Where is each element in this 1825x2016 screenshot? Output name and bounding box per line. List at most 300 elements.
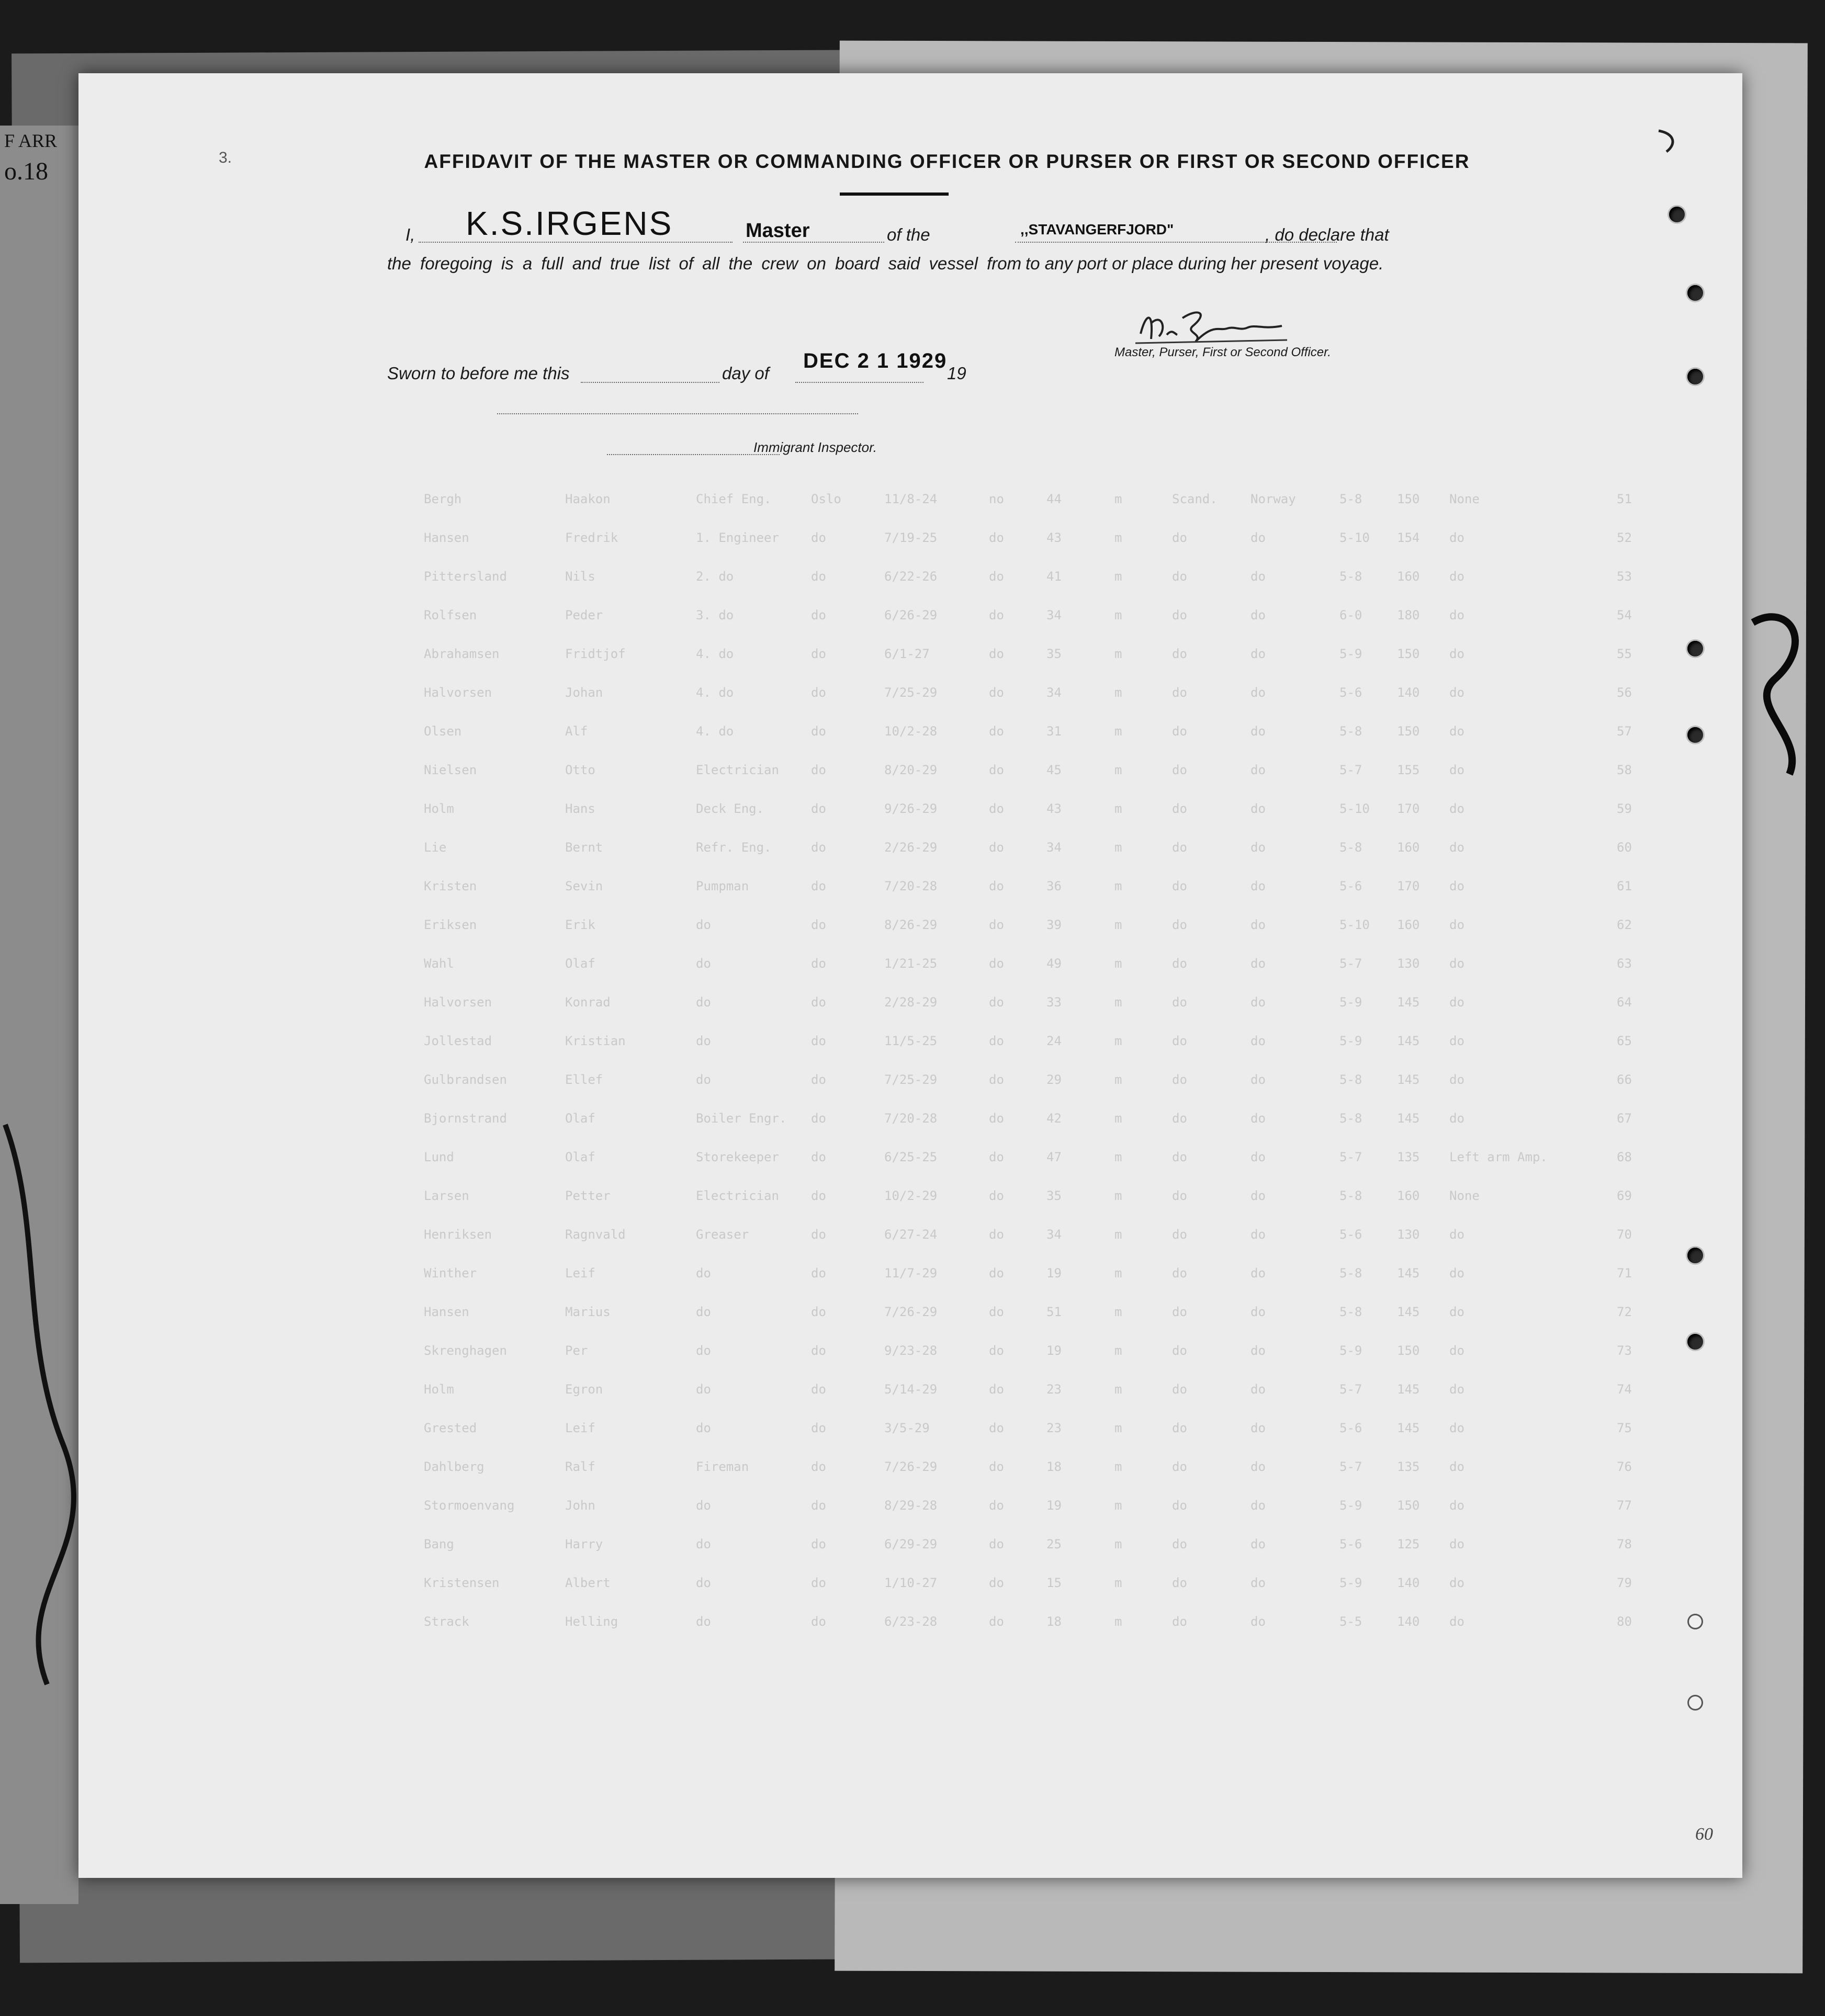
bleed-through-cell: 5-8 <box>1339 1188 1362 1203</box>
bleed-through-cell: do <box>1449 1537 1464 1551</box>
bleed-through-cell: 65 <box>1617 1034 1632 1048</box>
bleed-through-cell: 35 <box>1046 647 1062 661</box>
bleed-through-cell: do <box>1251 1614 1266 1629</box>
bleed-through-cell: 7/19-25 <box>884 530 938 545</box>
bleed-through-cell: 5-10 <box>1339 801 1370 816</box>
bleed-through-cell: 41 <box>1046 569 1062 584</box>
bleed-through-cell: do <box>989 1266 1004 1281</box>
bleed-through-cell: do <box>1251 530 1266 545</box>
inspector-signature-line <box>497 413 858 414</box>
bleed-through-cell: 6/27-24 <box>884 1227 938 1242</box>
bleed-through-cell: 140 <box>1397 685 1420 700</box>
bleed-through-row <box>152 956 1721 977</box>
bleed-through-cell: do <box>1172 1421 1187 1435</box>
bleed-through-cell: do <box>1449 1072 1464 1087</box>
corner-ink-mark <box>1648 120 1690 162</box>
bleed-through-cell: do <box>1172 1343 1187 1358</box>
bleed-through-cell: Eriksen <box>424 918 477 932</box>
left-page-scrap <box>0 126 78 1904</box>
bleed-through-cell: m <box>1114 840 1122 855</box>
bleed-through-cell: do <box>1172 608 1187 622</box>
bleed-through-cell: do <box>811 1034 826 1048</box>
bleed-through-cell: 5-6 <box>1339 1537 1362 1551</box>
bleed-through-cell: 60 <box>1617 840 1632 855</box>
bleed-through-cell: m <box>1114 1576 1122 1590</box>
bleed-through-cell: 5-9 <box>1339 1498 1362 1513</box>
inspector-caption: Immigrant Inspector. <box>753 439 877 455</box>
bleed-through-row <box>152 1459 1721 1480</box>
bleed-through-cell: 5-7 <box>1339 1459 1362 1474</box>
bleed-through-cell: Peder <box>565 608 603 622</box>
corner-mark: 60 <box>1695 1825 1713 1844</box>
bleed-through-cell: do <box>1251 608 1266 622</box>
bleed-through-cell: do <box>1449 1111 1464 1126</box>
bleed-through-cell: Winther <box>424 1266 477 1281</box>
bleed-through-cell: Gulbrandsen <box>424 1072 507 1087</box>
bleed-through-cell: do <box>1172 569 1187 584</box>
scrap-ink-stroke <box>0 1119 78 1695</box>
bleed-through-cell: Ragnvald <box>565 1227 626 1242</box>
bleed-through-cell: 19 <box>1046 1343 1062 1358</box>
bleed-through-cell: do <box>1449 801 1464 816</box>
bleed-through-cell: Johan <box>565 685 603 700</box>
bleed-through-cell: 61 <box>1617 879 1632 893</box>
bleed-through-cell: John <box>565 1498 595 1513</box>
bleed-through-cell: Olsen <box>424 724 462 739</box>
bleed-through-cell: do <box>811 1111 826 1126</box>
bleed-through-cell: 5-7 <box>1339 763 1362 777</box>
bleed-through-cell: Halvorsen <box>424 685 492 700</box>
bleed-through-cell: do <box>1251 956 1266 971</box>
bleed-through-cell: Hansen <box>424 1305 469 1319</box>
bleed-through-cell: 33 <box>1046 995 1062 1010</box>
bleed-through-cell: Olaf <box>565 956 595 971</box>
bleed-through-cell: 5-9 <box>1339 1576 1362 1590</box>
bleed-through-cell: do <box>696 1614 711 1629</box>
bleed-through-cell: m <box>1114 801 1122 816</box>
bleed-through-cell: do <box>1172 1537 1187 1551</box>
bleed-through-cell: 145 <box>1397 995 1420 1010</box>
i-label: I, <box>405 225 415 244</box>
bleed-through-cell: do <box>989 608 1004 622</box>
bleed-through-cell: do <box>811 1459 826 1474</box>
bleed-through-cell: do <box>811 1343 826 1358</box>
bleed-through-cell: 7/20-28 <box>884 879 938 893</box>
bleed-through-cell: m <box>1114 879 1122 893</box>
bleed-through-cell: 58 <box>1617 763 1632 777</box>
bleed-through-cell: do <box>1251 1459 1266 1474</box>
bleed-through-cell: 5-8 <box>1339 840 1362 855</box>
bleed-through-cell: do <box>1172 763 1187 777</box>
bleed-through-cell: do <box>1449 724 1464 739</box>
bleed-through-cell: 10/2-29 <box>884 1188 938 1203</box>
bleed-through-cell: do <box>989 1382 1004 1397</box>
bleed-through-cell: 80 <box>1617 1614 1632 1629</box>
bleed-through-cell: 53 <box>1617 569 1632 584</box>
bleed-through-cell: do <box>989 1498 1004 1513</box>
bleed-through-crew-list <box>78 73 1742 1878</box>
bleed-through-cell: do <box>1251 1305 1266 1319</box>
bleed-through-cell: 5-7 <box>1339 956 1362 971</box>
bleed-through-cell: do <box>989 1188 1004 1203</box>
bleed-through-cell: do <box>811 840 826 855</box>
bleed-through-cell: Nielsen <box>424 763 477 777</box>
bleed-through-cell: 145 <box>1397 1111 1420 1126</box>
bleed-through-cell: do <box>1251 801 1266 816</box>
bleed-through-cell: m <box>1114 530 1122 545</box>
bleed-through-cell: do <box>1449 569 1464 584</box>
bleed-through-cell: 5-8 <box>1339 1266 1362 1281</box>
bleed-through-cell: do <box>989 724 1004 739</box>
bleed-through-cell: 6/29-29 <box>884 1537 938 1551</box>
bleed-through-cell: 77 <box>1617 1498 1632 1513</box>
bleed-through-cell: 4. do <box>696 685 734 700</box>
bleed-through-cell: do <box>811 995 826 1010</box>
bleed-through-cell: 9/26-29 <box>884 801 938 816</box>
bleed-through-cell: m <box>1114 1382 1122 1397</box>
bleed-through-cell: 3/5-29 <box>884 1421 930 1435</box>
bleed-through-cell: Strack <box>424 1614 469 1629</box>
bleed-through-cell: Stormoenvang <box>424 1498 515 1513</box>
bleed-through-cell: do <box>1172 956 1187 971</box>
bleed-through-cell: do <box>1251 724 1266 739</box>
bleed-through-cell: 25 <box>1046 1537 1062 1551</box>
bleed-through-cell: 42 <box>1046 1111 1062 1126</box>
bleed-through-cell: do <box>811 724 826 739</box>
bleed-through-cell: 7/26-29 <box>884 1459 938 1474</box>
bleed-through-row <box>152 1614 1721 1635</box>
bleed-through-cell: Dahlberg <box>424 1459 485 1474</box>
master-name: K.S.IRGENS <box>466 205 673 242</box>
bleed-through-cell: Abrahamsen <box>424 647 500 661</box>
bleed-through-cell: 8/20-29 <box>884 763 938 777</box>
bleed-through-cell: do <box>1251 1072 1266 1087</box>
bleed-through-cell: do <box>989 1305 1004 1319</box>
bleed-through-cell: Grested <box>424 1421 477 1435</box>
bleed-through-cell: do <box>811 608 826 622</box>
bleed-through-cell: do <box>1251 1498 1266 1513</box>
bleed-through-cell: do <box>1449 685 1464 700</box>
bleed-through-cell: do <box>1251 1382 1266 1397</box>
bleed-through-row <box>152 801 1721 822</box>
bleed-through-cell: 6/25-25 <box>884 1150 938 1164</box>
bleed-through-cell: Kristen <box>424 879 477 893</box>
bleed-through-cell: 125 <box>1397 1537 1420 1551</box>
bleed-through-cell: 59 <box>1617 801 1632 816</box>
bleed-through-cell: do <box>811 918 826 932</box>
bleed-through-cell: do <box>811 569 826 584</box>
bleed-through-cell: 5-7 <box>1339 1382 1362 1397</box>
bleed-through-row <box>152 724 1721 745</box>
bleed-through-cell: do <box>696 1421 711 1435</box>
bleed-through-cell: 36 <box>1046 879 1062 893</box>
bleed-through-cell: 19 <box>1046 1266 1062 1281</box>
bleed-through-cell: do <box>1172 918 1187 932</box>
affidavit-title: AFFIDAVIT OF THE MASTER OR COMMANDING OFFICER OR PURSER OR FIRST OR SECOND OFFICER <box>424 151 1470 172</box>
bleed-through-cell: do <box>989 569 1004 584</box>
bleed-through-cell: Albert <box>565 1576 611 1590</box>
bleed-through-cell: Holm <box>424 1382 454 1397</box>
bleed-through-row <box>152 840 1721 861</box>
bleed-through-cell: do <box>1251 918 1266 932</box>
bleed-through-cell: do <box>696 918 711 932</box>
bleed-through-cell: 6/22-26 <box>884 569 938 584</box>
bleed-through-cell: do <box>696 995 711 1010</box>
bleed-through-cell: m <box>1114 763 1122 777</box>
bleed-through-cell: m <box>1114 569 1122 584</box>
bleed-through-cell: do <box>989 1459 1004 1474</box>
bleed-through-cell: 51 <box>1046 1305 1062 1319</box>
bleed-through-cell: do <box>811 685 826 700</box>
bleed-through-cell: Jollestad <box>424 1034 492 1048</box>
bleed-through-cell: do <box>1251 1421 1266 1435</box>
bleed-through-cell: do <box>811 647 826 661</box>
bleed-through-cell: Hans <box>565 801 595 816</box>
bleed-through-cell: 19 <box>1046 1498 1062 1513</box>
bleed-through-cell: Harry <box>565 1537 603 1551</box>
sworn-day-line <box>581 382 719 383</box>
bleed-through-cell: 5-6 <box>1339 1421 1362 1435</box>
bleed-through-cell: do <box>696 1382 711 1397</box>
bleed-through-cell: Halvorsen <box>424 995 492 1010</box>
bleed-through-cell: Ralf <box>565 1459 595 1474</box>
bleed-through-cell: do <box>989 956 1004 971</box>
bleed-through-cell: do <box>1449 1576 1464 1590</box>
bleed-through-cell: do <box>1172 1150 1187 1164</box>
bleed-through-cell: 23 <box>1046 1421 1062 1435</box>
punch-hole <box>1687 727 1703 743</box>
bleed-through-cell: do <box>989 685 1004 700</box>
bleed-through-cell: 63 <box>1617 956 1632 971</box>
bleed-through-cell: 2/26-29 <box>884 840 938 855</box>
bleed-through-row <box>152 1305 1721 1326</box>
bleed-through-cell: 24 <box>1046 1034 1062 1048</box>
bleed-through-cell: no <box>989 492 1004 506</box>
bleed-through-cell: m <box>1114 1614 1122 1629</box>
bleed-through-cell: do <box>1172 724 1187 739</box>
bleed-through-cell: 66 <box>1617 1072 1632 1087</box>
bleed-through-cell: 54 <box>1617 608 1632 622</box>
bleed-through-cell: do <box>1251 647 1266 661</box>
bleed-through-row <box>152 1343 1721 1364</box>
bleed-through-cell: do <box>1172 1498 1187 1513</box>
bleed-through-cell: Alf <box>565 724 588 739</box>
bleed-through-cell: 7/25-29 <box>884 685 938 700</box>
bleed-through-cell: 1/10-27 <box>884 1576 938 1590</box>
bleed-through-cell: Larsen <box>424 1188 469 1203</box>
bleed-through-cell: Pittersland <box>424 569 507 584</box>
bleed-through-cell: 6-0 <box>1339 608 1362 622</box>
bleed-through-cell: Pumpman <box>696 879 749 893</box>
bleed-through-cell: 8/29-28 <box>884 1498 938 1513</box>
scrap-fragment-1: F ARR <box>4 130 58 151</box>
bleed-through-cell: 11/8-24 <box>884 492 938 506</box>
bleed-through-cell: 76 <box>1617 1459 1632 1474</box>
bleed-through-cell: Per <box>565 1343 588 1358</box>
bleed-through-cell: do <box>1449 530 1464 545</box>
bleed-through-cell: 135 <box>1397 1459 1420 1474</box>
bleed-through-cell: do <box>989 1150 1004 1164</box>
bleed-through-cell: do <box>811 956 826 971</box>
bleed-through-cell: 70 <box>1617 1227 1632 1242</box>
bleed-through-cell: Sevin <box>565 879 603 893</box>
bleed-through-cell: do <box>989 530 1004 545</box>
bleed-through-cell: Fredrik <box>565 530 618 545</box>
bleed-through-cell: do <box>1251 879 1266 893</box>
bleed-through-cell: 5-10 <box>1339 918 1370 932</box>
bleed-through-cell: Petter <box>565 1188 611 1203</box>
bleed-through-cell: do <box>989 1227 1004 1242</box>
bleed-through-cell: 160 <box>1397 840 1420 855</box>
bleed-through-cell: Nils <box>565 569 595 584</box>
bleed-through-cell: 130 <box>1397 1227 1420 1242</box>
bleed-through-cell: 5-6 <box>1339 685 1362 700</box>
bleed-through-cell: do <box>1172 1382 1187 1397</box>
bleed-through-cell: 68 <box>1617 1150 1632 1164</box>
bleed-through-cell: 47 <box>1046 1150 1062 1164</box>
bleed-through-row <box>152 1576 1721 1596</box>
bleed-through-cell: m <box>1114 685 1122 700</box>
bleed-through-cell: do <box>1449 995 1464 1010</box>
bleed-through-cell: 34 <box>1046 608 1062 622</box>
bleed-through-cell: m <box>1114 1305 1122 1319</box>
bleed-through-row <box>152 1034 1721 1055</box>
bleed-through-cell: 3. do <box>696 608 734 622</box>
bleed-through-cell: do <box>1449 918 1464 932</box>
bleed-through-cell: 5-7 <box>1339 1150 1362 1164</box>
bleed-through-cell: 160 <box>1397 569 1420 584</box>
bleed-through-cell: 39 <box>1046 918 1062 932</box>
bleed-through-cell: 79 <box>1617 1576 1632 1590</box>
manifest-page <box>78 73 1742 1878</box>
bleed-through-cell: do <box>811 1188 826 1203</box>
bleed-through-cell: Hansen <box>424 530 469 545</box>
bleed-through-cell: do <box>1449 1343 1464 1358</box>
bleed-through-cell: do <box>1172 1188 1187 1203</box>
bleed-through-cell: Left arm Amp. <box>1449 1150 1548 1164</box>
bleed-through-cell: m <box>1114 1188 1122 1203</box>
bleed-through-row <box>152 918 1721 938</box>
bleed-through-cell: do <box>989 1537 1004 1551</box>
bleed-through-cell: do <box>989 647 1004 661</box>
bleed-through-cell: m <box>1114 1227 1122 1242</box>
bleed-through-cell: do <box>1172 879 1187 893</box>
bleed-through-cell: 31 <box>1046 724 1062 739</box>
bleed-through-cell: 145 <box>1397 1382 1420 1397</box>
bleed-through-cell: Storekeeper <box>696 1150 779 1164</box>
bleed-through-cell: do <box>811 1576 826 1590</box>
bleed-through-cell: Wahl <box>424 956 454 971</box>
rank-underline <box>743 242 884 243</box>
bleed-through-cell: do <box>1251 1111 1266 1126</box>
bleed-through-cell: 52 <box>1617 530 1632 545</box>
bleed-through-cell: 5-8 <box>1339 1305 1362 1319</box>
bleed-through-cell: Holm <box>424 801 454 816</box>
bleed-through-cell: Konrad <box>565 995 611 1010</box>
bleed-through-cell: m <box>1114 995 1122 1010</box>
bleed-through-cell: do <box>696 956 711 971</box>
bleed-through-cell: do <box>1449 1498 1464 1513</box>
bleed-through-cell: 78 <box>1617 1537 1632 1551</box>
bleed-through-cell: m <box>1114 956 1122 971</box>
bleed-through-cell: 154 <box>1397 530 1420 545</box>
bleed-through-cell: 34 <box>1046 685 1062 700</box>
bleed-through-cell: 6/23-28 <box>884 1614 938 1629</box>
bleed-through-cell: 5-9 <box>1339 1034 1362 1048</box>
bleed-through-cell: 18 <box>1046 1614 1062 1629</box>
bleed-through-cell: Helling <box>565 1614 618 1629</box>
bleed-through-row <box>152 1537 1721 1558</box>
bleed-through-row <box>152 608 1721 629</box>
bleed-through-cell: Marius <box>565 1305 611 1319</box>
bleed-through-cell: 34 <box>1046 1227 1062 1242</box>
bleed-through-cell: do <box>1449 956 1464 971</box>
bleed-through-cell: do <box>1251 1343 1266 1358</box>
bleed-through-cell: do <box>696 1576 711 1590</box>
bleed-through-cell: Electrician <box>696 763 779 777</box>
title-rule <box>840 192 949 196</box>
bleed-through-row <box>152 879 1721 900</box>
bleed-through-cell: do <box>1449 763 1464 777</box>
of-the-label: of the <box>887 225 930 244</box>
bleed-through-cell: do <box>696 1343 711 1358</box>
bleed-through-row <box>152 763 1721 784</box>
bleed-through-cell: do <box>1172 1576 1187 1590</box>
bleed-through-cell: m <box>1114 492 1122 506</box>
bleed-through-cell: m <box>1114 1537 1122 1551</box>
bleed-through-cell: 11/7-29 <box>884 1266 938 1281</box>
bleed-through-cell: do <box>1449 840 1464 855</box>
bleed-through-cell: Chief Eng. <box>696 492 772 506</box>
bleed-through-cell: Rolfsen <box>424 608 477 622</box>
sheet-number: 3. <box>219 149 232 166</box>
day-of-label: day of <box>722 364 769 383</box>
bleed-through-cell: do <box>989 879 1004 893</box>
bleed-through-cell: do <box>1172 1614 1187 1629</box>
bleed-through-cell: do <box>1449 1266 1464 1281</box>
bleed-through-cell: 6/1-27 <box>884 647 930 661</box>
bleed-through-cell: 57 <box>1617 724 1632 739</box>
bleed-through-row <box>152 685 1721 706</box>
bleed-through-cell: 5-9 <box>1339 647 1362 661</box>
bleed-through-cell: 56 <box>1617 685 1632 700</box>
bleed-through-cell: 180 <box>1397 608 1420 622</box>
bleed-through-cell: 6/26-29 <box>884 608 938 622</box>
bleed-through-cell: 29 <box>1046 1072 1062 1087</box>
bleed-through-cell: 5-5 <box>1339 1614 1362 1629</box>
bleed-through-cell: do <box>1251 685 1266 700</box>
punch-hole <box>1687 641 1703 656</box>
bleed-through-row <box>152 647 1721 667</box>
sworn-prefix: Sworn to before me this <box>387 364 570 383</box>
bleed-through-cell: 23 <box>1046 1382 1062 1397</box>
bleed-through-cell: do <box>989 1576 1004 1590</box>
bleed-through-cell: 45 <box>1046 763 1062 777</box>
signature-caption: Master, Purser, First or Second Officer. <box>1114 345 1331 359</box>
bleed-through-cell: do <box>1172 801 1187 816</box>
bleed-through-cell: 7/25-29 <box>884 1072 938 1087</box>
date-stamp: DEC 2 1 1929 <box>803 349 948 372</box>
bleed-through-cell: 69 <box>1617 1188 1632 1203</box>
bleed-through-cell: do <box>1449 1421 1464 1435</box>
bleed-through-row <box>152 1072 1721 1093</box>
bleed-through-cell: do <box>811 1421 826 1435</box>
bleed-through-cell: do <box>989 840 1004 855</box>
bleed-through-cell: Bjornstrand <box>424 1111 507 1126</box>
bleed-through-cell: 5-8 <box>1339 1072 1362 1087</box>
bleed-through-cell: 11/5-25 <box>884 1034 938 1048</box>
bleed-through-cell: do <box>811 879 826 893</box>
